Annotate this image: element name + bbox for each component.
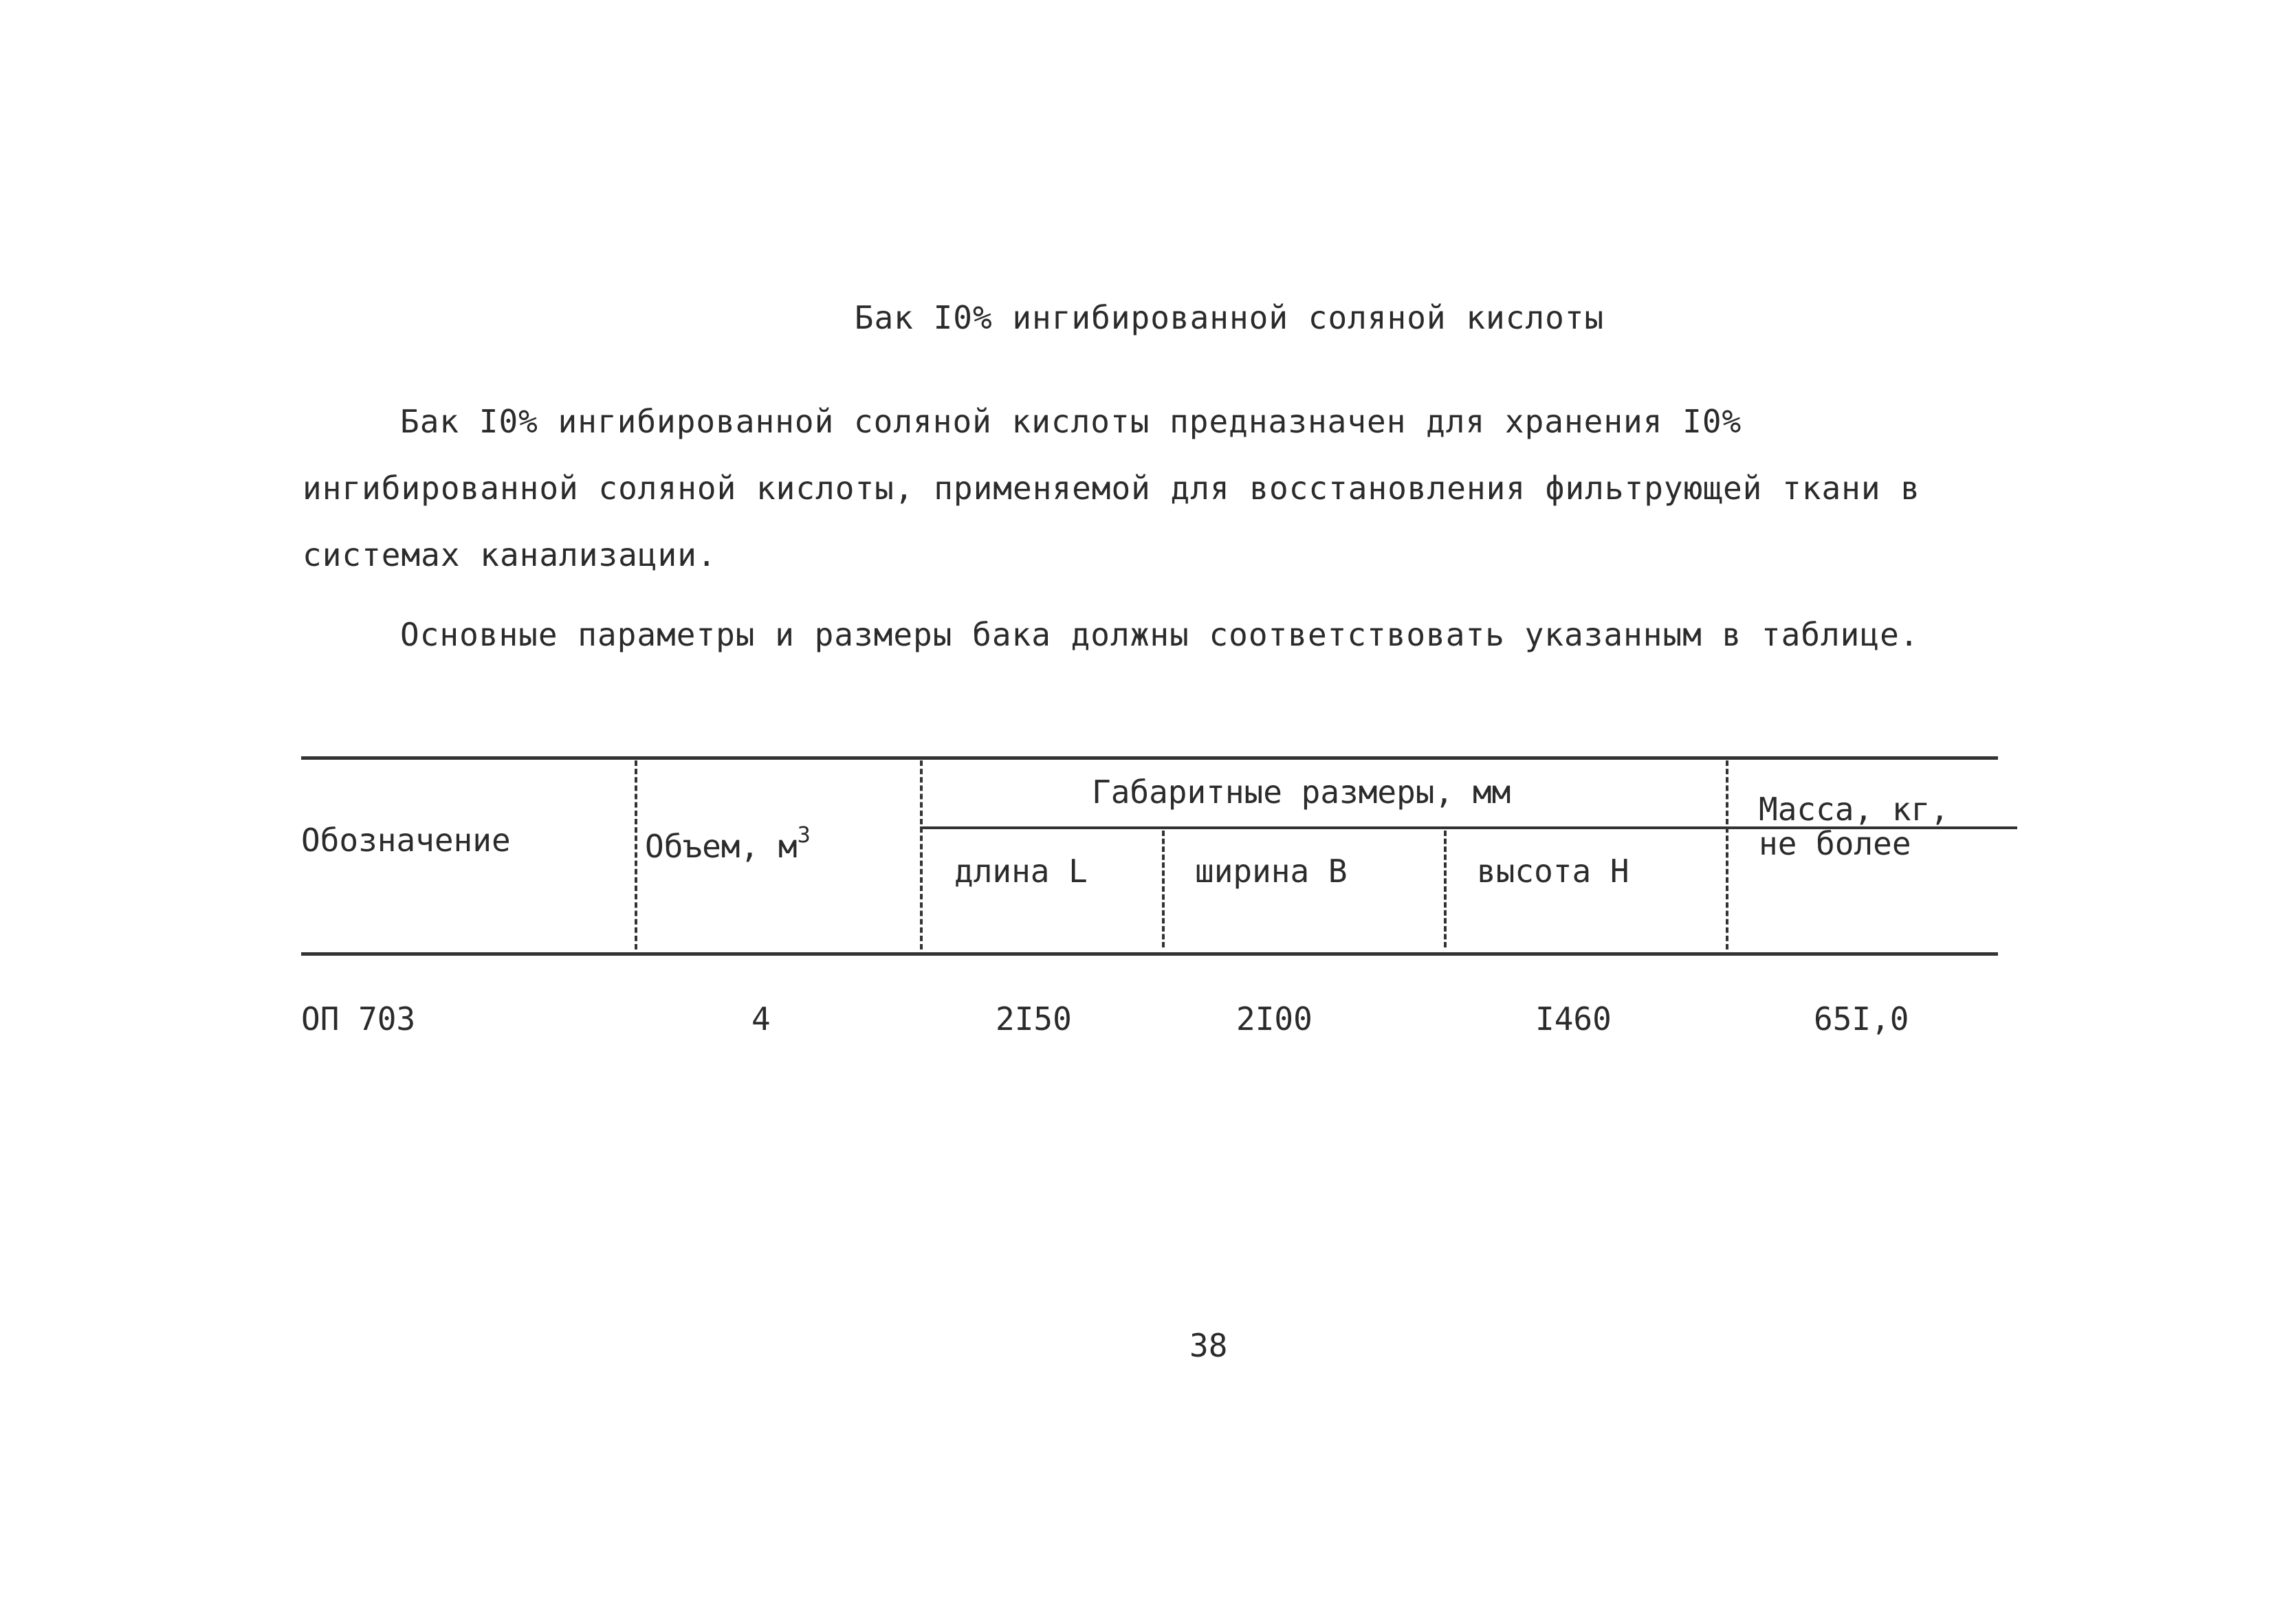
header-mass-line2: не более	[1759, 825, 1911, 862]
cell-height: I460	[1535, 1000, 1612, 1038]
cell-mass: 65I,0	[1814, 1000, 1909, 1038]
header-height: высота Н	[1477, 853, 1629, 890]
header-length: длина L	[954, 853, 1088, 890]
cell-length: 2I50	[996, 1000, 1072, 1038]
column-divider	[1444, 831, 1447, 947]
page-number: 38	[1189, 1327, 1228, 1364]
document-title: Бак I0% ингибированной соляной кислоты	[854, 299, 1605, 336]
paragraph-parameters: Основные параметры и размеры бака должны соответствовать указанным в таблице.	[400, 616, 1920, 653]
column-divider	[635, 760, 637, 950]
column-divider	[1726, 760, 1728, 950]
paragraph-purpose: Бак I0% ингибированной соляной кислоты предназначен для хранения I0% ингибированной соляной кислоты, применяемой для восстановления фильтрующей ткани в системах канализации.	[303, 403, 1920, 573]
header-volume-unit: 3	[797, 822, 811, 848]
header-volume	[645, 822, 811, 865]
table-top-rule	[301, 756, 1998, 760]
header-designation: Обозначение	[301, 822, 511, 859]
header-mass-line1: Масса, кг,	[1759, 791, 1949, 828]
header-width: ширина В	[1195, 853, 1348, 890]
cell-volume: 4	[751, 1000, 771, 1038]
header-dimensions-group: Габаритные размеры, мм	[1092, 773, 1511, 811]
cell-designation: ОП 703	[301, 1000, 416, 1038]
cell-width: 2I00	[1236, 1000, 1313, 1038]
column-divider	[1162, 831, 1165, 947]
header-volume-label: Объем, м	[645, 828, 798, 865]
table-header-bottom-rule	[301, 952, 1998, 956]
parameters-table	[301, 756, 1998, 963]
column-divider	[920, 760, 923, 950]
